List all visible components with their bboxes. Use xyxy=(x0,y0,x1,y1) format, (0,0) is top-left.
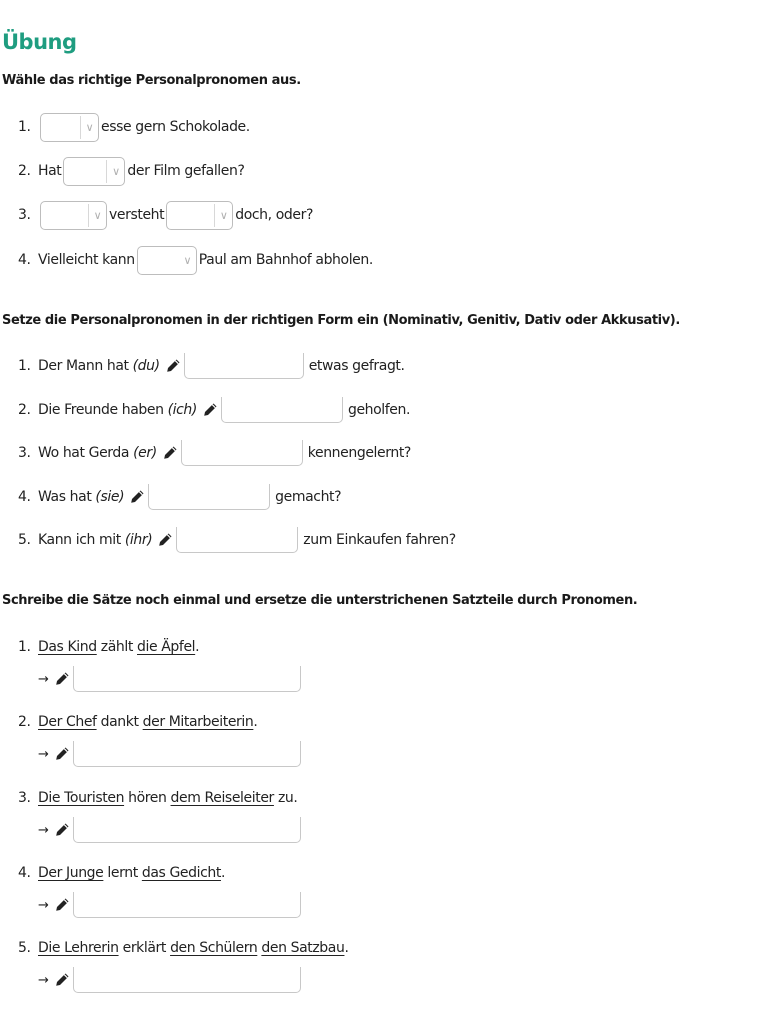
answer-row xyxy=(18,965,306,995)
underlined-phrase: Der Chef xyxy=(38,714,97,730)
item-number: 2. xyxy=(18,163,31,179)
item-number: 2. xyxy=(18,714,31,730)
list-item xyxy=(18,112,250,142)
sentence-text: Der Mann hat xyxy=(38,358,129,374)
pronoun-select[interactable] xyxy=(63,157,125,186)
underlined-phrase: Die Touristen xyxy=(38,790,125,806)
answer-row xyxy=(18,890,306,920)
sentence-text: hören xyxy=(124,790,171,806)
pencil-icon xyxy=(129,489,145,505)
answer-input[interactable] xyxy=(73,741,301,767)
sentence-text: . xyxy=(344,940,349,956)
arrow-right-icon: → xyxy=(38,822,49,838)
arrow-right-icon: → xyxy=(38,671,49,687)
list-item xyxy=(18,200,313,230)
arrow-right-icon: → xyxy=(38,746,49,762)
item-number: 1. xyxy=(18,119,31,135)
chevron-down-icon: ∨ xyxy=(112,164,120,178)
pronoun-select[interactable] xyxy=(166,201,233,230)
answer-input[interactable] xyxy=(176,527,298,553)
hint-text: (du) xyxy=(132,358,160,374)
sentence-text: Hat xyxy=(38,163,62,179)
list-item xyxy=(18,525,456,555)
sentence-text: . xyxy=(253,714,258,730)
item-number: 1. xyxy=(18,639,31,655)
answer-row xyxy=(18,815,306,845)
section2-instruction: Setze die Personalpronomen in der richtigen Form ein (Nominativ, Genitiv, Dativ oder Akkusativ). xyxy=(2,313,680,328)
underlined-phrase: den Satzbau xyxy=(261,940,345,956)
chevron-down-icon: ∨ xyxy=(219,208,228,222)
sentence-text: erklärt xyxy=(118,940,171,956)
item-number: 4. xyxy=(18,252,31,268)
answer-input[interactable] xyxy=(184,353,304,379)
answer-input[interactable] xyxy=(73,892,301,918)
pronoun-select[interactable] xyxy=(40,201,107,230)
page-title: Übung xyxy=(2,30,77,54)
item-number: 1. xyxy=(18,358,31,374)
pencil-icon xyxy=(157,532,173,548)
chevron-down-icon: ∨ xyxy=(93,208,102,222)
sentence-text: Paul am Bahnhof abholen. xyxy=(198,252,373,268)
answer-input[interactable] xyxy=(181,440,303,466)
answer-input[interactable] xyxy=(73,666,301,692)
sentence-text: . xyxy=(195,639,200,655)
section1-instruction: Wähle das richtige Personalpronomen aus. xyxy=(2,73,301,88)
pencil-icon xyxy=(54,671,70,687)
item-number: 2. xyxy=(18,402,31,418)
answer-input[interactable] xyxy=(221,397,343,423)
sentence-text: versteht xyxy=(109,207,165,223)
hint-text: (sie) xyxy=(95,489,125,505)
pencil-icon xyxy=(202,402,218,418)
chevron-down-icon: ∨ xyxy=(183,253,192,267)
item-number: 5. xyxy=(18,940,31,956)
sentence-text: Die Freunde haben xyxy=(38,402,164,418)
underlined-phrase: der Mitarbeiterin xyxy=(142,714,254,730)
pencil-icon xyxy=(54,897,70,913)
item-number: 3. xyxy=(18,790,31,806)
underlined-phrase: Der Junge xyxy=(38,865,104,881)
hint-text: (ich) xyxy=(167,402,197,418)
pronoun-select[interactable] xyxy=(40,113,99,142)
list-item xyxy=(18,783,297,813)
pencil-icon xyxy=(162,445,178,461)
sentence-text: Wo hat Gerda xyxy=(38,445,130,461)
item-number: 3. xyxy=(18,445,31,461)
sentence-text: kennengelernt? xyxy=(307,445,411,461)
chevron-down-icon: ∨ xyxy=(85,120,94,134)
section3-instruction: Schreibe die Sätze noch einmal und ersetze die unterstrichenen Satzteile durch Pronomen. xyxy=(2,593,638,608)
underlined-phrase: das Gedicht xyxy=(141,865,221,881)
list-item xyxy=(18,858,225,888)
answer-row xyxy=(18,739,306,769)
answer-row xyxy=(18,664,306,694)
answer-input[interactable] xyxy=(148,484,270,510)
sentence-text: gemacht? xyxy=(275,489,342,505)
sentence-text: etwas gefragt. xyxy=(308,358,405,374)
list-item xyxy=(18,707,257,737)
sentence-text: . xyxy=(220,865,226,881)
sentence-text: zum Einkaufen fahren? xyxy=(303,532,456,548)
pencil-icon xyxy=(54,972,70,988)
arrow-right-icon: → xyxy=(38,897,49,913)
list-item xyxy=(18,351,405,381)
underlined-phrase: die Äpfel xyxy=(137,639,196,655)
sentence-text: dankt xyxy=(96,714,143,730)
list-item xyxy=(18,632,199,662)
list-item xyxy=(18,482,341,512)
hint-text: (ihr) xyxy=(124,532,153,548)
item-number: 5. xyxy=(18,532,31,548)
pencil-icon xyxy=(54,746,70,762)
pronoun-select[interactable] xyxy=(137,246,197,275)
sentence-text: doch, oder? xyxy=(235,207,313,223)
list-item xyxy=(18,395,410,425)
list-item xyxy=(18,156,245,186)
sentence-text: esse gern Schokolade. xyxy=(101,119,250,135)
list-item xyxy=(18,245,373,275)
answer-input[interactable] xyxy=(73,817,301,843)
underlined-phrase: Die Lehrerin xyxy=(38,940,119,956)
underlined-phrase: den Schülern xyxy=(170,940,258,956)
sentence-text: lernt xyxy=(103,865,142,881)
hint-text: (er) xyxy=(133,445,157,461)
answer-input[interactable] xyxy=(73,967,301,993)
pencil-icon xyxy=(54,822,70,838)
underlined-phrase: dem Reiseleiter xyxy=(170,790,274,806)
sentence-text: Was hat xyxy=(38,489,92,505)
underlined-phrase: Das Kind xyxy=(38,639,97,655)
sentence-text: zu. xyxy=(273,790,298,806)
item-number: 3. xyxy=(18,207,31,223)
pencil-icon xyxy=(165,358,181,374)
item-number: 4. xyxy=(18,489,31,505)
sentence-text: Kann ich mit xyxy=(38,532,121,548)
list-item xyxy=(18,438,411,468)
sentence-text: zählt xyxy=(96,639,138,655)
sentence-text: der Film gefallen? xyxy=(127,163,245,179)
sentence-text: geholfen. xyxy=(347,402,411,418)
list-item xyxy=(18,933,349,963)
sentence-text: Vielleicht kann xyxy=(38,252,135,268)
arrow-right-icon: → xyxy=(38,972,49,988)
item-number: 4. xyxy=(18,865,31,881)
